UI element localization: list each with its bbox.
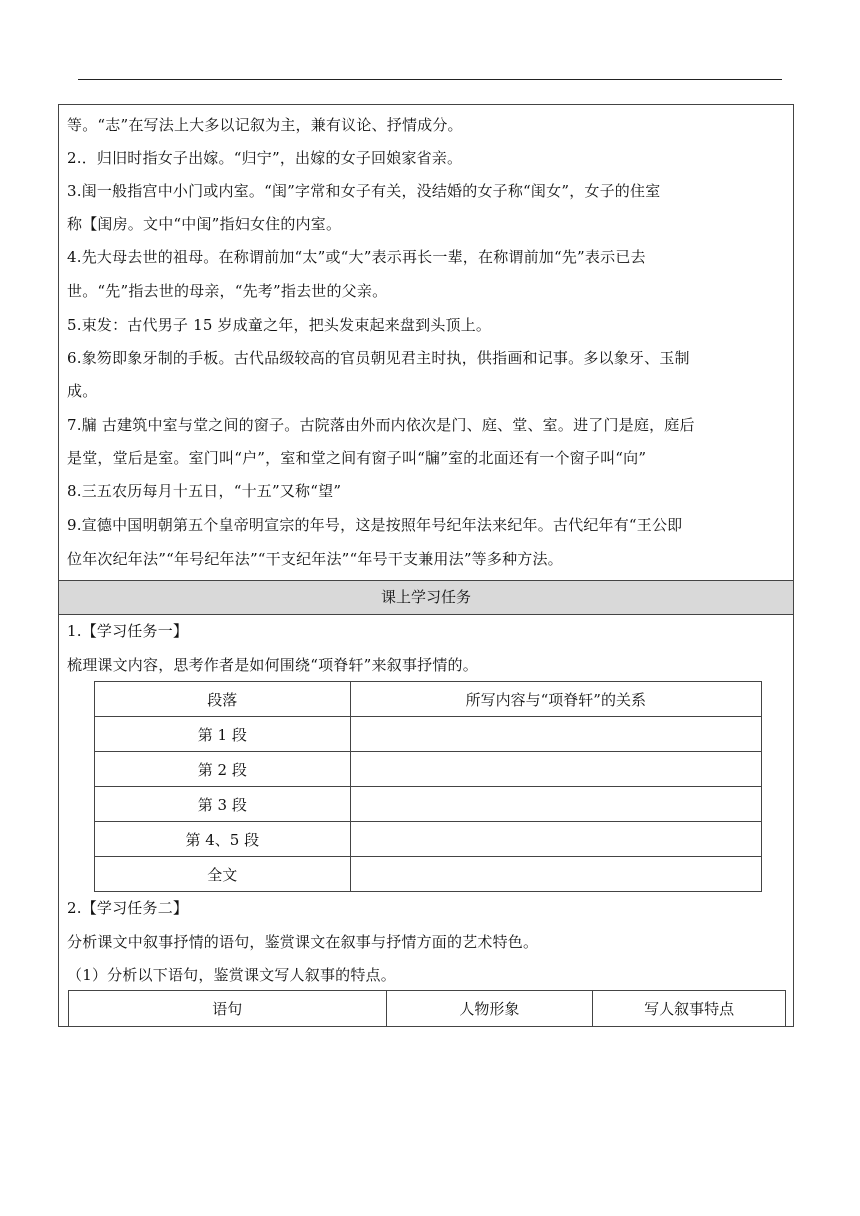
answer-cell[interactable] (350, 717, 761, 752)
answer-cell[interactable] (350, 857, 761, 892)
task2-heading: 2.【学习任务二】 (67, 899, 189, 917)
note-line: 6.象笏即象牙制的手板。古代品级较高的官员朝见君主时执，供指画和记事。多以象牙、玉制 (67, 349, 690, 367)
task1-heading: 1.【学习任务一】 (67, 622, 189, 640)
task2-table (68, 990, 786, 1027)
task1-table (94, 681, 762, 892)
column-header: 写人叙事特点 (593, 991, 786, 1027)
note-line: 位年次纪年法”“年号纪年法”“干支纪年法”“年号干支兼用法”等多种方法。 (67, 550, 563, 568)
table-row (95, 822, 762, 857)
answer-cell[interactable] (350, 752, 761, 787)
column-header: 语句 (69, 991, 387, 1027)
note-line: 3.闺一般指宫中小门或内室。“闺”字常和女子有关，没结婚的女子称“闺女”，女子的住室 (67, 182, 661, 200)
table-header-row (69, 991, 786, 1027)
note-line: 是堂，堂后是室。室门叫“户”，室和堂之间有窗子叫“牖”室的北面还有一个窗子叫“向” (67, 449, 647, 467)
task2-subtask: （1）分析以下语句，鉴赏课文写人叙事的特点。 (67, 966, 396, 984)
note-line: 8.三五农历每月十五日，“十五”又称“望” (67, 482, 342, 500)
paragraph-cell: 第 3 段 (95, 787, 351, 822)
note-line: 2.．归旧时指女子出嫁。“归宁”，出嫁的女子回娘家省亲。 (67, 149, 463, 167)
answer-cell[interactable] (350, 787, 761, 822)
section-title: 课上学习任务 (59, 580, 793, 615)
paragraph-cell: 第 4、5 段 (95, 822, 351, 857)
paragraph-cell: 第 2 段 (95, 752, 351, 787)
column-header: 所写内容与“项脊轩”的关系 (350, 682, 761, 717)
note-line: 世。“先”指去世的母亲，“先考”指去世的父亲。 (67, 282, 388, 300)
note-line: 7.牖 古建筑中室与堂之间的窗子。古院落由外而内依次是门、庭、堂、室。进了门是庭，庭后 (67, 416, 695, 434)
answer-cell[interactable] (350, 822, 761, 857)
table-row (95, 857, 762, 892)
note-line: 5.束发：古代男子 15 岁成童之年，把头发束起来盘到头顶上。 (67, 316, 492, 334)
task1-description: 梳理课文内容，思考作者是如何围绕“项脊轩”来叙事抒情的。 (67, 656, 478, 674)
paragraph-cell: 全文 (95, 857, 351, 892)
task2-description: 分析课文中叙事抒情的语句，鉴赏课文在叙事与抒情方面的艺术特色。 (67, 933, 539, 951)
column-header: 人物形象 (386, 991, 593, 1027)
header-rule (78, 79, 782, 80)
content-frame (58, 104, 794, 1027)
note-line: 4.先大母去世的祖母。在称谓前加“太”或“大”表示再长一辈，在称谓前加“先”表示已去 (67, 248, 646, 266)
note-line: 称【闺房。文中“中闺”指妇女住的内室。 (67, 215, 342, 233)
paragraph-cell: 第 1 段 (95, 717, 351, 752)
column-header: 段落 (95, 682, 351, 717)
note-line: 成。 (67, 382, 98, 400)
note-line: 等。“志”在写法上大多以记叙为主，兼有议论、抒情成分。 (67, 116, 463, 134)
note-line: 9.宣德中国明朝第五个皇帝明宣宗的年号，这是按照年号纪年法来纪年。古代纪年有“王公即 (67, 516, 683, 534)
table-row (95, 752, 762, 787)
table-row (95, 717, 762, 752)
table-row (95, 787, 762, 822)
table-header-row (95, 682, 762, 717)
